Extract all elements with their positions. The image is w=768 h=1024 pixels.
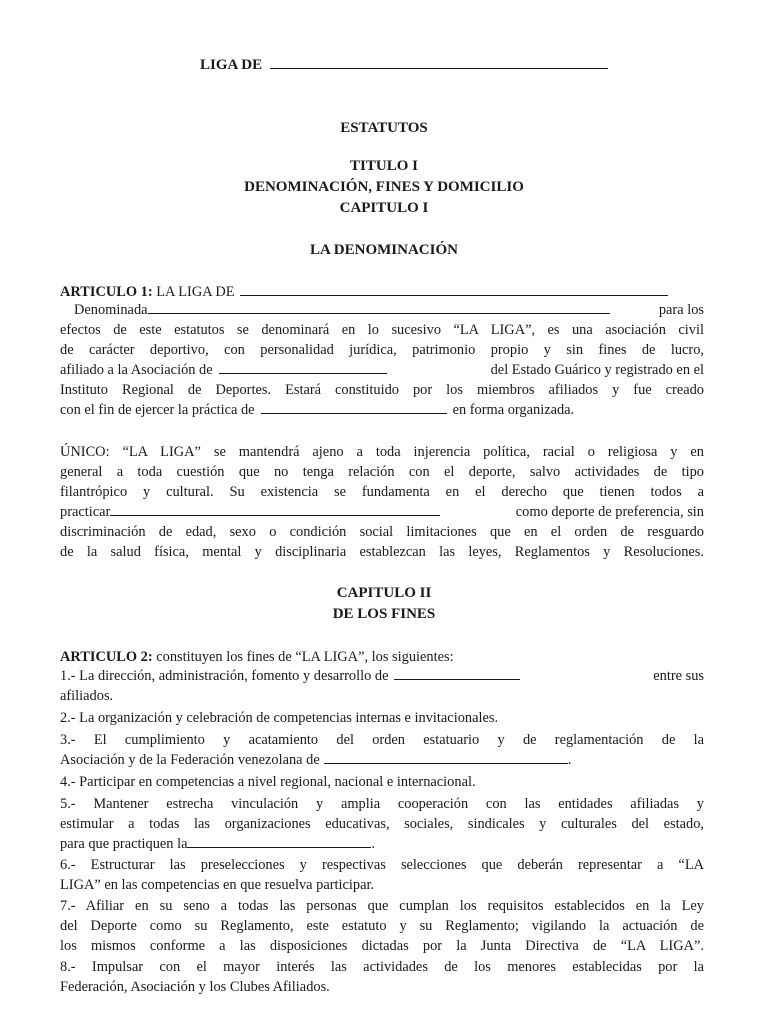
title-blank [270, 55, 608, 69]
item-6-line-1: 6.- Estructurar las preselecciones y respectivas selecciones que deberán representar a “LA [60, 857, 704, 873]
article-1-line-5: Instituto Regional de Deportes. Estará constituido por los miembros afiliados y fue creado [60, 382, 704, 398]
article-1-line-1-end: para los [658, 302, 704, 318]
article-1-heading [60, 282, 668, 302]
article-1-label: ARTICULO 1: [60, 284, 153, 300]
item-3-line-2 [60, 751, 571, 770]
item-3-blank [324, 751, 568, 764]
title-one-subtitle: DENOMINACIÓN, FINES Y DOMICILIO [244, 179, 524, 195]
item-6-line-2: LIGA” en las competencias en que resuelva participar. [60, 877, 375, 893]
item-8-line-2: Federación, Asociación y los Clubes Afiliados. [60, 979, 330, 995]
item-1-line-1 [60, 667, 704, 686]
item-4: 4.- Participar en competencias a nivel regional, nacional e internacional. [60, 774, 476, 790]
item-5-line-1: 5.- Mantener estrecha vinculación y amplia cooperación con las entidades afiliadas y [60, 796, 704, 812]
statutes-heading: ESTATUTOS [340, 120, 428, 136]
association-blank [219, 361, 387, 374]
item-5-start: para que practiquen la [60, 836, 188, 852]
article-2-label: ARTICULO 2: [60, 649, 153, 665]
article-2-heading [60, 648, 454, 667]
article-1-line-1 [60, 301, 704, 320]
article-1-line-1-text: Denominada [74, 302, 148, 318]
article-1-line-6-end: en forma organizada. [452, 402, 575, 418]
unico-line-4-end: como deporte de preferencia, sin [515, 504, 704, 520]
unico-line-4-start: practicar [60, 504, 111, 520]
chapter-two-heading: CAPITULO II [336, 585, 432, 601]
item-1-blank [394, 667, 520, 680]
chapter-one-heading: CAPITULO I [339, 200, 429, 216]
article-1-line-4 [60, 361, 704, 380]
article-1-intro: LA LIGA DE [156, 284, 235, 300]
article-1-line-6 [60, 401, 574, 420]
article-1-line-6-start: con el fin de ejercer la práctica de [60, 402, 255, 418]
item-3-line-1: 3.- El cumplimiento y acatamiento del orden estatuario y de reglamentación de la [60, 732, 704, 748]
item-3-start: Asociación y de la Federación venezolana de [60, 752, 320, 768]
article-1-line-2: efectos de este estatutos se denominará en lo sucesivo “LA LIGA”, es una asociación civil [60, 322, 704, 338]
item-1-end: entre sus [653, 668, 704, 684]
article-1-name-blank [148, 301, 610, 314]
item-5-line-2: estimular a todas las organizaciones educativas, sociales, sindicales y culturales del estado, [60, 816, 704, 832]
sport-blank [110, 503, 440, 516]
item-5-blank [187, 835, 371, 848]
practice-blank [261, 401, 447, 414]
item-3-end: . [567, 752, 572, 768]
article-1-blank [240, 282, 668, 296]
unico-line-2: general a toda cuestión que no tenga relación con el deporte, salvo actividades de tipo [60, 464, 704, 480]
unico-line-6: de la salud física, mental y disciplinaria establezcan las leyes, Reglamentos y Resoluciones. [60, 544, 704, 560]
item-8-line-1: 8.- Impulsar con el mayor interés las actividades de los menores establecidas por la [60, 959, 704, 975]
title-one-heading: TITULO I [350, 158, 418, 174]
item-7-line-1: 7.- Afiliar en su seno a todas las personas que cumplan los requisitos establecidos en la Ley [60, 898, 704, 914]
item-1-line-2: afiliados. [60, 688, 114, 704]
document-title: LIGA DE [200, 55, 608, 75]
item-7-line-2: del Deporte como su Reglamento, este estatuto y su Reglamento; vigilando la actuación de [60, 918, 704, 934]
item-5-end: . [371, 836, 376, 852]
purposes-heading: DE LOS FINES [332, 606, 436, 622]
item-1-start: 1.- La dirección, administración, fomento y desarrollo de [60, 668, 389, 684]
article-1-line-4-start: afiliado a la Asociación de [60, 362, 213, 378]
article-1-line-3: de carácter deportivo, con personalidad jurídica, patrimonio propio y sin fines de lucro, [60, 342, 704, 358]
article-2-intro: constituyen los fines de “LA LIGA”, los siguientes: [156, 649, 454, 665]
item-5-line-3 [60, 835, 375, 854]
unico-line-1: ÚNICO: “LA LIGA” se mantendrá ajeno a toda injerencia política, racial o religiosa y en [60, 444, 704, 460]
item-7-line-3: los mismos conforme a las disposiciones dictadas por la Junta Directiva de “LA LIGA”. [60, 938, 704, 954]
item-2: 2.- La organización y celebración de competencias internas e invitacionales. [60, 710, 499, 726]
denomination-heading: LA DENOMINACIÓN [310, 242, 458, 258]
unico-line-5: discriminación de edad, sexo o condición social limitaciones que en el orden de resguardo [60, 524, 704, 540]
unico-line-4 [60, 503, 704, 522]
article-1-line-4-end: del Estado Guárico y registrado en el [490, 362, 704, 378]
unico-line-3: filantrópico y cultural. Su existencia se fundamenta en el derecho que tienen todos a [60, 484, 704, 500]
